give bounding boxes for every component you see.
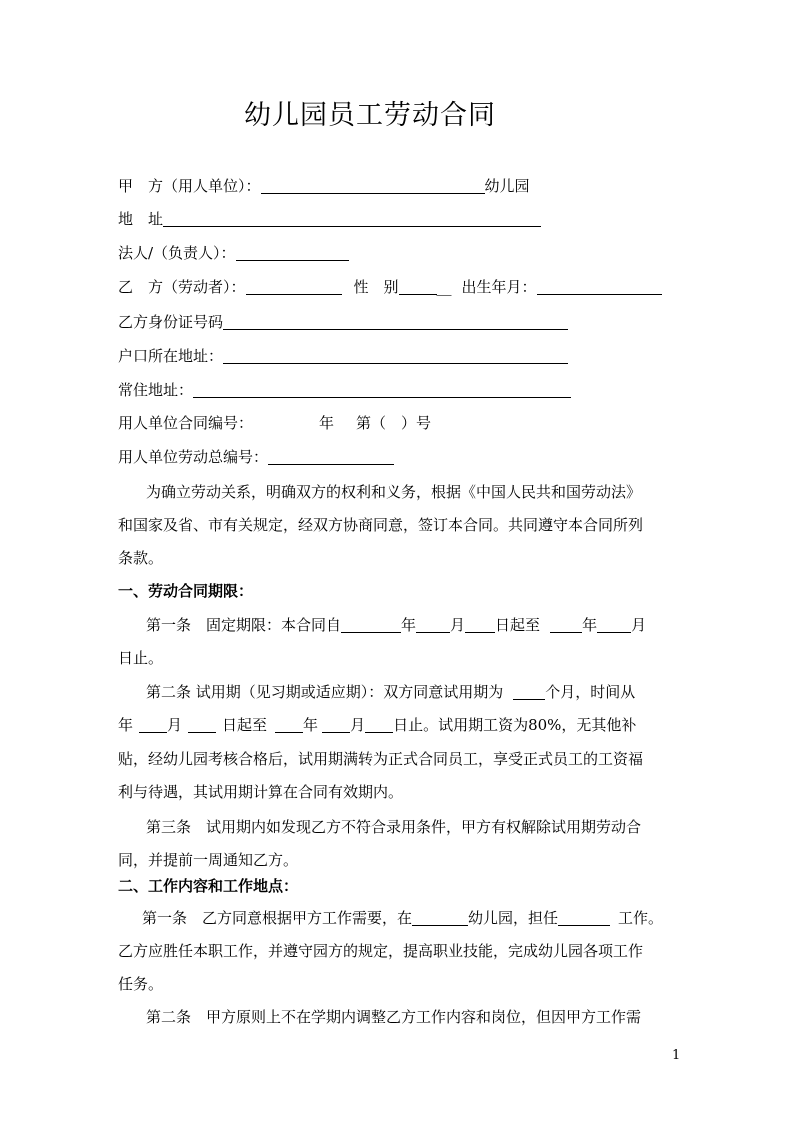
address-label: 地 址 bbox=[118, 210, 164, 228]
hukou-label: 户口所在地址： bbox=[118, 347, 224, 365]
s2-art1-line-2: 乙方应胜任本职工作，并遵守园方的规定，提高职业技能，完成幼儿园各项工作 bbox=[118, 942, 644, 960]
s1-art1-line-2: 日止。 bbox=[118, 649, 164, 667]
s2-art1-prefix: 第一条 乙方同意根据甲方工作需要，在 bbox=[142, 909, 413, 927]
legal-rep-row bbox=[118, 242, 349, 263]
preamble-line-1: 为确立劳动关系，明确双方的权利和义务，根据《中国人民共和国劳动法》 bbox=[146, 483, 642, 501]
address-row bbox=[118, 208, 541, 229]
party-a-suffix: 幼儿园 bbox=[484, 177, 530, 195]
s2-art1-line-3: 任务。 bbox=[118, 975, 164, 993]
s1-art2-prefix: 第二条 试用期（见习期或适应期）：双方同意试用期为 bbox=[146, 683, 504, 701]
gender-blank bbox=[399, 279, 437, 295]
s2-art1-line-1 bbox=[142, 907, 663, 928]
s1-art1-month2: 月 bbox=[631, 616, 647, 634]
contract-no-label: 用人单位合同编号： bbox=[118, 414, 254, 432]
party-b-blank bbox=[246, 279, 342, 295]
id-blank bbox=[223, 314, 568, 330]
s1-art2-months: 个月，时间从 bbox=[545, 683, 636, 701]
s1-art3-line-2: 同，并提前一周通知乙方。 bbox=[118, 851, 299, 869]
s2-art1-job-blank bbox=[558, 910, 610, 926]
legal-rep-blank bbox=[236, 245, 349, 261]
labor-no-blank bbox=[268, 449, 394, 465]
s1-art2-day2-blank bbox=[365, 717, 393, 733]
contract-no-mid: 第（ ）号 bbox=[356, 414, 432, 432]
s1-art2-month2-blank bbox=[322, 717, 350, 733]
preamble-line-3: 条款。 bbox=[118, 549, 164, 567]
s1-art2-line-1 bbox=[146, 681, 635, 702]
contract-no-row bbox=[118, 412, 431, 433]
s1-art2-year-blank bbox=[139, 717, 167, 733]
legal-rep-label: 法人/（负责人）： bbox=[118, 244, 236, 262]
s1-art2-rest: 日止。试用期工资为80%，无其他补 bbox=[393, 716, 637, 734]
s2-art2-line-1: 第二条 甲方原则上不在学期内调整乙方工作内容和岗位，但因甲方工作需 bbox=[146, 1008, 642, 1026]
s2-art1-place-blank bbox=[412, 910, 468, 926]
s1-art1-year-blank bbox=[341, 617, 401, 633]
s1-art2-month-blank bbox=[188, 717, 216, 733]
contract-no-year: 年 bbox=[319, 414, 335, 432]
s1-art1-year2: 年 bbox=[582, 616, 598, 634]
party-a-blank bbox=[261, 178, 485, 194]
s1-art1-day-to: 日起至 bbox=[495, 616, 541, 634]
s1-art1-month: 月 bbox=[450, 616, 466, 634]
s1-art1-month2-blank bbox=[597, 617, 631, 633]
s1-art1-day-blank bbox=[465, 617, 495, 633]
s1-art1-line-1 bbox=[146, 614, 646, 635]
party-b-row bbox=[118, 276, 662, 297]
party-a-label: 甲 方（用人单位）： bbox=[118, 177, 261, 195]
s1-art2-month: 月 bbox=[167, 716, 183, 734]
s1-art2-year: 年 bbox=[118, 716, 134, 734]
gender-sep: __ bbox=[436, 278, 452, 296]
page-number: 1 bbox=[672, 1048, 681, 1063]
hukou-row bbox=[118, 345, 568, 366]
gender-label: 性 别 bbox=[353, 278, 399, 296]
s1-art2-day-to: 日起至 bbox=[222, 716, 268, 734]
preamble-line-2: 和国家及省、市有关规定，经双方协商同意，签订本合同。共同遵守本合同所列 bbox=[118, 516, 644, 534]
labor-no-row bbox=[118, 446, 394, 467]
s2-art1-work: 工作。 bbox=[618, 909, 664, 927]
s1-art2-line-4: 利与待遇，其试用期计算在合同有效期内。 bbox=[118, 783, 404, 801]
labor-no-label: 用人单位劳动总编号： bbox=[118, 448, 269, 466]
party-a-row bbox=[118, 175, 530, 196]
s1-art1-month-blank bbox=[416, 617, 450, 633]
s1-art1-year: 年 bbox=[401, 616, 417, 634]
s1-art1-year2-blank bbox=[550, 617, 582, 633]
s1-art2-line-3: 贴，经幼儿园考核合格后，试用期满转为正式合同员工，享受正式员工的工资福 bbox=[118, 750, 644, 768]
residence-label: 常住地址： bbox=[118, 381, 194, 399]
party-b-label: 乙 方（劳动者）： bbox=[118, 278, 246, 296]
section-1-heading: 一、劳动合同期限： bbox=[118, 582, 254, 600]
s1-art2-month2: 月 bbox=[350, 716, 366, 734]
page-title: 幼儿园员工劳动合同 bbox=[244, 100, 496, 131]
birth-label: 出生年月： bbox=[461, 278, 537, 296]
s1-art2-year2-blank bbox=[275, 717, 303, 733]
s1-art2-year2: 年 bbox=[303, 716, 319, 734]
hukou-blank bbox=[223, 348, 568, 364]
id-row bbox=[118, 311, 568, 332]
s1-art2-months-blank bbox=[513, 684, 545, 700]
s2-art1-kindergarten: 幼儿园，担任 bbox=[468, 909, 559, 927]
residence-blank bbox=[193, 382, 571, 398]
address-blank bbox=[163, 211, 541, 227]
s1-art3-line-1: 第三条 试用期内如发现乙方不符合录用条件，甲方有权解除试用期劳动合 bbox=[146, 818, 642, 836]
s1-art1-prefix: 第一条 固定期限：本合同自 bbox=[146, 616, 342, 634]
id-label: 乙方身份证号码 bbox=[118, 313, 224, 331]
section-2-heading: 二、工作内容和工作地点： bbox=[118, 877, 299, 895]
birth-blank bbox=[537, 279, 662, 295]
s1-art2-line-2 bbox=[118, 714, 636, 735]
residence-row bbox=[118, 379, 571, 400]
